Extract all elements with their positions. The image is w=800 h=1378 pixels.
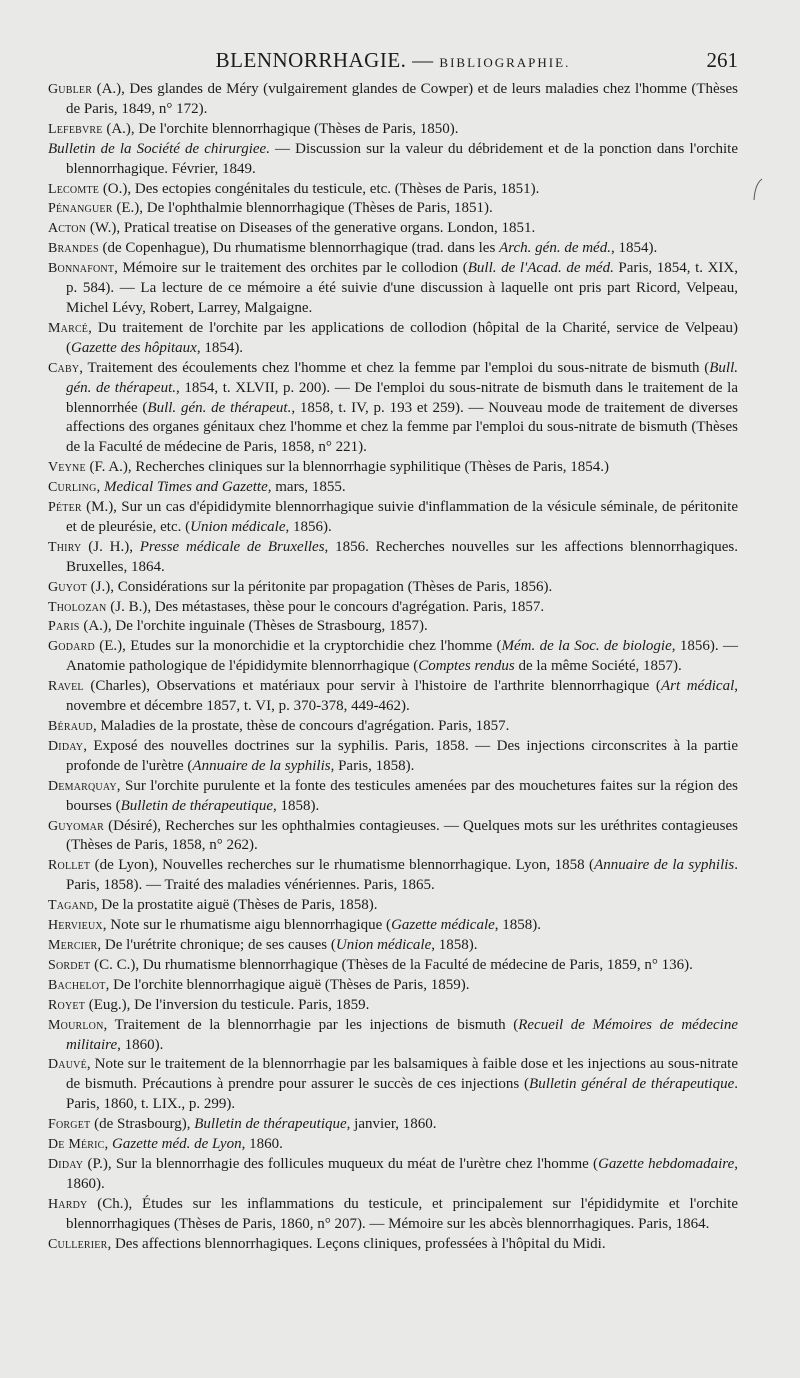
entry-text: , Maladies de la prostate, thèse de concours d'agrégation. Paris, 1857. <box>92 718 510 734</box>
author-name: Lecomte <box>48 181 100 197</box>
entry-text: , 1856). <box>285 518 332 535</box>
bibliography-entry <box>48 120 738 140</box>
running-head <box>48 48 738 78</box>
entry-text: , 1856. Recherches nouvelles sur les affections blennorrhagiques. Bruxelles, 1864. <box>66 538 738 575</box>
bibliography-entry <box>48 856 738 896</box>
publication-title: Gazette méd. de Lyon <box>112 1136 242 1153</box>
author-name: Rollet <box>48 858 91 874</box>
publication-title: Presse médicale de Bruxelles <box>139 538 325 555</box>
publication-title: Art médical <box>660 678 735 695</box>
bibliography-entry <box>48 359 738 459</box>
entry-text: , Mémoire sur le traitement des orchites par le collodion ( <box>114 260 468 277</box>
bibliography-entry <box>48 1055 738 1115</box>
publication-title: Recueil de Mémoires de médecine militaire <box>66 1016 738 1053</box>
publication-title: Arch. gén. de méd. <box>499 240 611 257</box>
bibliography-entry <box>48 498 738 538</box>
publication-title: Bulletin de thérapeutique <box>120 797 274 814</box>
entry-text: , 1858). <box>273 797 320 814</box>
entry-text: (E.), Etudes sur la monorchidie et la cryptorchidie chez l'homme ( <box>94 638 502 655</box>
bibliography-entry <box>48 956 738 976</box>
author-name: Sordet <box>48 957 91 973</box>
bibliography-entry <box>48 538 738 578</box>
author-name: Forget <box>48 1117 91 1133</box>
author-name: Demarquay <box>48 778 117 794</box>
bibliography-entry <box>48 996 738 1016</box>
entry-text: , Exposé des nouvelles doctrines sur la syphilis. Paris, 1858. — Des injections circonscrites à la partie profonde de l'urètre ( <box>66 737 738 774</box>
author-name: Bonnafont <box>48 261 115 277</box>
entry-text: (W.), Pratical treatise on Diseases of the generative organs. London, 1851. <box>86 220 536 237</box>
entry-text: , janvier, 1860. <box>346 1116 437 1133</box>
margin-pencil-mark <box>752 178 764 202</box>
author-name: Royet <box>48 997 85 1013</box>
author-name: De Méric <box>48 1137 105 1153</box>
entry-text: (Charles), Observations et matériaux pour servir à l'histoire de l'arthrite blennorrhagique ( <box>83 678 661 695</box>
entry-text: (J. H.), <box>81 538 140 555</box>
author-name: Guyot <box>48 579 87 595</box>
bibliography-entry <box>48 478 738 498</box>
entry-text: , novembre et décembre 1857, t. VI, p. 370-378, 449-462). <box>66 678 738 715</box>
author-name: Curling <box>48 480 97 496</box>
bibliography-entry <box>48 1016 738 1056</box>
running-title-section: BIBLIOGRAPHIE. <box>439 55 571 70</box>
bibliography-entry <box>48 219 738 239</box>
author-name: Bachelot <box>48 977 106 993</box>
running-title-separator: — <box>412 48 434 72</box>
bibliography-entry <box>48 936 738 956</box>
entry-text: , 1854). <box>610 240 658 257</box>
entry-text: (de Copenhague), Du rhumatisme blennorrhagique (trad. dans les <box>98 240 500 257</box>
bibliography-entry <box>48 319 738 359</box>
publication-title: Gazette hebdomadaire <box>598 1155 735 1172</box>
publication-title: Comptes rendus <box>418 658 515 675</box>
bibliography-entry <box>48 1115 738 1135</box>
bibliography-entry <box>48 259 738 319</box>
bibliography-entry <box>48 199 738 219</box>
entry-text: mars, 1855. <box>271 479 346 496</box>
author-name: Mercier <box>48 937 98 953</box>
entry-text: (P.), Sur la blennorrhagie des follicules muqueux du méat de l'urètre chez l'homme ( <box>83 1155 599 1172</box>
author-name: Péter <box>48 500 82 516</box>
entry-text: (J. B.), Des métastases, thèse pour le concours d'agrégation. Paris, 1857. <box>106 598 545 615</box>
author-name: Mourlon <box>48 1017 104 1033</box>
entry-text: , Traitement de la blennorrhagie par les injections de bismuth ( <box>103 1016 519 1033</box>
publication-title: Bull. gén. de thérapeut. <box>147 399 292 416</box>
entry-text: de la même Société, 1857). <box>514 658 682 675</box>
entry-text: , 1858, t. IV, p. 193 et 259). — Nouveau mode de traitement de diverses affections des organes génitaux chez l'homme et chez la femme par l'emploi du sous-nitrate de bismuth (Thèses de la Faculté de médecine de Paris, 1858, n° 221). <box>66 399 738 456</box>
author-name: Béraud <box>48 719 93 734</box>
author-name: Godard <box>48 639 95 655</box>
bibliography-entry <box>48 1135 738 1155</box>
publication-title: Gazette des hôpitaux <box>71 339 197 356</box>
author-name: Caby <box>48 360 80 376</box>
bibliography-entry <box>48 1195 738 1235</box>
entry-text: (Désiré), Recherches sur les ophthalmies contagieuses. — Quelques mots sur les uréthrites contagieuses (Thèses de Paris, 1858, n° 262). <box>66 817 738 854</box>
entry-text: (C. C.), Du rhumatisme blennorrhagique (Thèses de la Faculté de médecine de Paris, 1859, n° 136). <box>90 956 693 973</box>
entry-text: (A.), Des glandes de Méry (vulgairement glandes de Cowper) et de leurs maladies chez l'homme (Thèses de Paris, 1849, n° 172). <box>66 81 738 117</box>
author-name: Cullerier <box>48 1236 108 1252</box>
entry-text: (A.), De l'orchite inguinale (Thèses de Strasbourg, 1857). <box>79 618 428 635</box>
bibliography-entry <box>48 677 738 717</box>
author-name: Ravel <box>48 679 84 695</box>
entry-text: , Des affections blennorrhagiques. Leçons cliniques, professées à l'hôpital du Midi. <box>107 1235 606 1252</box>
entry-text: , De l'urétrite chronique; de ses causes ( <box>97 936 336 953</box>
publication-title: Annuaire de la syphilis <box>594 857 735 874</box>
entry-text: , De l'orchite blennorrhagique aiguë (Thèses de Paris, 1859). <box>105 976 470 993</box>
entry-text: , Traitement des écoulements chez l'homme et chez la femme par l'emploi du sous-nitrate de bismuth ( <box>79 359 710 376</box>
bibliography-entry <box>48 458 738 478</box>
author-name: Guyomar <box>48 818 104 834</box>
entry-text: , Note sur le traitement de la blennorrhagie par les balsamiques à faible dose et les injections au sous-nitrate de bismuth. Précautions à prendre pour assurer le succès de ces injections ( <box>66 1056 738 1093</box>
entry-text: , 1854, t. XLVII, p. 200). — De l'emploi du sous-nitrate de bismuth dans le traitement de la blennorrhée ( <box>66 379 738 416</box>
publication-title: Bull. gén. de thérapeut. <box>66 359 738 396</box>
bibliography-entry <box>48 637 738 677</box>
bibliography-entry <box>48 617 738 637</box>
entry-text: , 1860). <box>66 1155 738 1192</box>
bibliography-entry <box>48 896 738 916</box>
publication-title: Bulletin de la Société de chirurgiee. <box>48 140 270 157</box>
publication-title: Bulletin général de thérapeutique <box>529 1076 735 1093</box>
page-number: 261 <box>706 48 738 72</box>
bibliography-entry <box>48 140 738 180</box>
bibliography-entry <box>48 1155 738 1195</box>
entry-text: , <box>104 1136 113 1153</box>
author-name: Thiry <box>48 539 82 555</box>
author-name: Brandes <box>48 241 99 257</box>
author-name: Gubler <box>48 82 93 97</box>
running-title-main: BLENNORRHAGIE. <box>215 48 407 72</box>
entry-text: (A.), De l'orchite blennorrhagique (Thèses de Paris, 1850). <box>102 120 459 137</box>
publication-title: Mém. de la Soc. de biologie <box>501 638 672 655</box>
entry-text: , Note sur le rhumatisme aigu blennorrhagique ( <box>102 917 392 934</box>
bibliography-entry <box>48 1235 738 1255</box>
author-name: Tholozan <box>48 599 107 615</box>
publication-title: Medical Times and Gazette, <box>104 479 272 496</box>
entry-text: , 1858). <box>431 936 478 953</box>
author-name: Dauvé <box>48 1057 87 1073</box>
entry-text: , Du traitement de l'orchite par les applications de collodion (hôpital de la Charité, service de Velpeau) ( <box>66 319 738 356</box>
entry-text: — Discussion sur la valeur du débridement et de la ponction dans l'orchite blennorrhagique. Février, 1849. <box>66 140 738 177</box>
running-title <box>48 48 738 73</box>
author-name: Pénanguer <box>48 201 113 217</box>
author-name: Hardy <box>48 1196 88 1212</box>
author-name: Diday <box>48 738 84 754</box>
author-name: Veyne <box>48 460 86 476</box>
publication-title: Union médicale <box>190 518 286 535</box>
bibliography-entry <box>48 717 738 737</box>
bibliography-entry <box>48 239 738 259</box>
entry-text: , Paris, 1858). <box>330 757 415 774</box>
bibliography-entry <box>48 817 738 857</box>
entry-text: , 1854). <box>196 339 244 356</box>
entry-text: , De la prostatite aiguë (Thèses de Paris, 1858). <box>93 897 378 914</box>
author-name: Marcé <box>48 320 89 336</box>
author-name: Lefebvre <box>48 121 103 137</box>
publication-title: Gazette médicale <box>391 917 495 934</box>
entry-text: (J.), Considérations sur la péritonite par propagation (Thèses de Paris, 1856). <box>86 578 553 595</box>
entry-text: Paris, 1854, t. XIX, p. 584). — La lecture de ce mémoire a été suivie d'une discussion à laquelle ont pris part Ricord, Velpeau, Michel Lévy, Robert, Larrey, Malgaigne. <box>66 260 738 316</box>
publication-title: Bull. de l'Acad. de méd. <box>467 260 614 277</box>
entry-text: (E.), De l'ophthalmie blennorrhagique (Thèses de Paris, 1851). <box>112 200 493 217</box>
entry-text: (F. A.), Recherches cliniques sur la blennorrhagie syphilitique (Thèses de Paris, 1854.) <box>85 459 610 476</box>
author-name: Acton <box>48 221 87 237</box>
entry-text: , <box>96 479 105 496</box>
bibliography-entry <box>48 80 738 120</box>
publication-title: Union médicale <box>335 936 432 953</box>
bibliography-entry <box>48 180 738 200</box>
entry-text: , 1860). <box>117 1036 164 1053</box>
bibliography-entry <box>48 578 738 598</box>
entry-text: . Paris, 1858). — Traité des maladies vénériennes. Paris, 1865. <box>66 857 738 894</box>
entry-text: , 1860. <box>241 1136 283 1153</box>
entry-text: , Sur l'orchite purulente et la fonte des testicules amenées par des mouchetures faites sur la région des bourses ( <box>66 777 738 814</box>
bibliography-entry <box>48 737 738 777</box>
entry-text: , 1856). — Anatomie pathologique de l'épididymite blennorrhagique ( <box>66 638 738 675</box>
bibliography-entry <box>48 598 738 618</box>
entry-text: (de Lyon), Nouvelles recherches sur le rhumatisme blennorrhagique. Lyon, 1858 ( <box>90 857 595 874</box>
bibliography-entry <box>48 777 738 817</box>
publication-title: Annuaire de la syphilis <box>192 757 331 774</box>
author-name: Hervieux <box>48 918 103 934</box>
entry-text: (O.), Des ectopies congénitales du testicule, etc. (Thèses de Paris, 1851). <box>99 180 540 197</box>
bibliography-entry <box>48 916 738 936</box>
author-name: Paris <box>48 619 80 635</box>
author-name: Tagand <box>48 898 94 914</box>
publication-title: Bulletin de thérapeutique <box>194 1116 347 1133</box>
entry-text: (Ch.), Études sur les inflammations du testicule, et principalement sur l'épididymite et l'orchite blennorrhagiques (Thèses de Paris, 1860, n° 207). — Mémoire sur les abcès blennorrhagiques. Paris, 1864. <box>66 1195 738 1232</box>
entry-text: . Paris, 1860, t. LIX., p. 299). <box>66 1076 738 1113</box>
bibliography-entry <box>48 976 738 996</box>
entry-text: , 1858). <box>494 917 542 934</box>
entry-text: (Eug.), De l'inversion du testicule. Paris, 1859. <box>85 996 370 1013</box>
bibliography-list <box>48 80 738 1254</box>
entry-text: (de Strasbourg), <box>90 1116 195 1133</box>
entry-text: (M.), Sur un cas d'épididymite blennorrhagique suivie d'inflammation de la vésicule séminale, de péritonite et de pleurésie, etc. ( <box>66 499 738 535</box>
author-name: Diday <box>48 1156 84 1172</box>
